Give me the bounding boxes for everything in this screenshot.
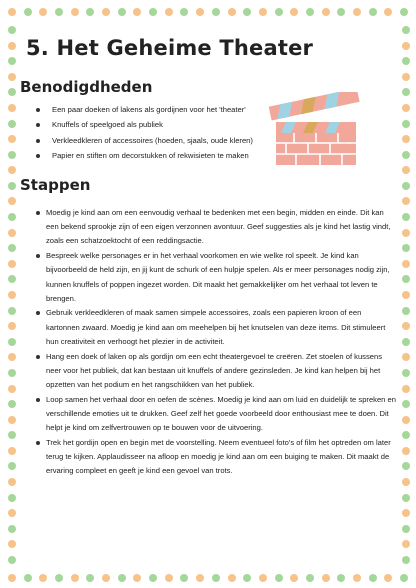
border-dot xyxy=(402,88,410,96)
border-dot xyxy=(402,166,410,174)
border-dot xyxy=(402,353,410,361)
border-dot xyxy=(8,197,16,205)
border-dot xyxy=(402,151,410,159)
step-item: Hang een doek of laken op als gordijn om een echt theatergevoel te creëren. Zet stoelen of kussens neer voor het publiek, dat kan bestaan uit knuffels of andere gezinsleden. Je kind kan helpen bij het opzetten van het podium en het rangschikken van het publiek. xyxy=(36,350,396,393)
border-dot xyxy=(86,574,94,582)
border-dot xyxy=(402,182,410,190)
border-dot xyxy=(259,8,267,16)
border-dots-bottom xyxy=(0,572,416,584)
border-dot xyxy=(118,8,126,16)
border-dot xyxy=(118,574,126,582)
border-dot xyxy=(275,8,283,16)
border-dot xyxy=(402,26,410,34)
border-dot xyxy=(402,307,410,315)
step-item: Loop samen het verhaal door en oefen de scènes. Moedig je kind aan om luid en duidelijk te spreken en verschillende emoties uit te drukken. Geef zelf het goede voorbeeld door enthousiast mee te doen. Dit helpt je kind om zelfvertrouwen op te bouwen voor de uitvoering. xyxy=(36,393,396,436)
border-dot xyxy=(353,8,361,16)
border-dot xyxy=(8,525,16,533)
border-dot xyxy=(402,447,410,455)
border-dots-left xyxy=(6,0,18,588)
border-dot xyxy=(55,8,63,16)
border-dot xyxy=(8,291,16,299)
materials-item: Een paar doeken of lakens als gordijnen voor het 'theater' xyxy=(36,102,266,117)
border-dot xyxy=(228,574,236,582)
border-dot xyxy=(8,353,16,361)
border-dot xyxy=(402,540,410,548)
border-dot xyxy=(8,478,16,486)
border-dot xyxy=(8,104,16,112)
border-dot xyxy=(8,213,16,221)
materials-item: Knuffels of speelgoed als publiek xyxy=(36,117,266,132)
border-dot xyxy=(8,151,16,159)
border-dot xyxy=(402,525,410,533)
materials-heading: Benodigdheden xyxy=(20,78,153,96)
border-dot xyxy=(180,8,188,16)
border-dot xyxy=(402,338,410,346)
border-dot xyxy=(8,416,16,424)
border-dot xyxy=(149,574,157,582)
border-dot xyxy=(402,291,410,299)
border-dot xyxy=(180,574,188,582)
border-dot xyxy=(402,104,410,112)
border-dot xyxy=(402,509,410,517)
border-dot xyxy=(8,26,16,34)
border-dot xyxy=(306,574,314,582)
border-dot xyxy=(8,229,16,237)
border-dot xyxy=(165,8,173,16)
border-dot xyxy=(337,574,345,582)
border-dot xyxy=(402,57,410,65)
border-dot xyxy=(290,574,298,582)
steps-heading: Stappen xyxy=(20,176,91,194)
border-dot xyxy=(86,8,94,16)
border-dot xyxy=(290,8,298,16)
border-dot xyxy=(8,556,16,564)
border-dot xyxy=(402,385,410,393)
border-dot xyxy=(8,369,16,377)
border-dot xyxy=(402,120,410,128)
border-dot xyxy=(24,8,32,16)
border-dot xyxy=(8,462,16,470)
border-dot xyxy=(8,307,16,315)
border-dot xyxy=(322,574,330,582)
steps-list xyxy=(36,206,396,479)
border-dot xyxy=(402,244,410,252)
border-dot xyxy=(353,574,361,582)
border-dot xyxy=(8,385,16,393)
border-dot xyxy=(243,8,251,16)
border-dot xyxy=(196,574,204,582)
border-dot xyxy=(8,120,16,128)
page-content xyxy=(20,36,396,476)
border-dot xyxy=(228,8,236,16)
border-dot xyxy=(402,369,410,377)
border-dot xyxy=(8,166,16,174)
border-dot xyxy=(24,574,32,582)
border-dots-right xyxy=(400,0,412,588)
border-dot xyxy=(8,42,16,50)
border-dot xyxy=(259,574,267,582)
border-dot xyxy=(8,57,16,65)
border-dot xyxy=(402,416,410,424)
border-dot xyxy=(384,8,392,16)
border-dot xyxy=(102,8,110,16)
border-dot xyxy=(8,73,16,81)
border-dot xyxy=(402,478,410,486)
step-item: Gebruik verkleedkleren of maak samen simpele accessoires, zoals een papieren kroon of een kartonnen zwaard. Moedig je kind aan om meehelpen bij het knutselen van deze items. Dit stimuleert hun creativiteit en verhoogt het plezier in de activiteit. xyxy=(36,306,396,349)
border-dot xyxy=(8,260,16,268)
border-dot xyxy=(39,574,47,582)
materials-list xyxy=(36,102,266,164)
border-dot xyxy=(8,431,16,439)
border-dot xyxy=(243,574,251,582)
border-dot xyxy=(71,8,79,16)
border-dot xyxy=(384,574,392,582)
border-dot xyxy=(402,42,410,50)
border-dot xyxy=(402,556,410,564)
border-dots-top xyxy=(0,6,416,18)
border-dot xyxy=(306,8,314,16)
step-item: Trek het gordijn open en begin met de voorstelling. Neem eventueel foto's of film het optreden om later terug te kijken. Applaudisseer na afloop en moedig je kind aan om een buiging te maken. Dit maakt de ervaring compleet en geeft je kind een gevoel van trots. xyxy=(36,436,396,479)
border-dot xyxy=(212,8,220,16)
border-dot xyxy=(275,574,283,582)
border-dot xyxy=(8,182,16,190)
border-dot xyxy=(402,431,410,439)
border-dot xyxy=(8,135,16,143)
border-dot xyxy=(402,462,410,470)
border-dot xyxy=(8,275,16,283)
border-dot xyxy=(402,213,410,221)
border-dot xyxy=(8,509,16,517)
border-dot xyxy=(369,574,377,582)
border-dot xyxy=(8,447,16,455)
border-dot xyxy=(39,8,47,16)
border-dot xyxy=(8,400,16,408)
border-dot xyxy=(8,494,16,502)
border-dot xyxy=(402,197,410,205)
border-dot xyxy=(337,8,345,16)
border-dot xyxy=(196,8,204,16)
border-dot xyxy=(133,8,141,16)
border-dot xyxy=(149,8,157,16)
border-dot xyxy=(402,260,410,268)
border-dot xyxy=(402,275,410,283)
border-dot xyxy=(8,322,16,330)
step-item: Bespreek welke personages er in het verhaal voorkomen en wie welke rol speelt. Je kind kan bijvoorbeeld de held zijn, en jij kunt de schurk of een hulpje spelen. Als er meer personages nodig zijn, kunnen knuffels of poppen ingezet worden. Dit maakt het gemakkelijker om het verhaal tot leven te brengen. xyxy=(36,249,396,306)
border-dot xyxy=(212,574,220,582)
materials-item: Papier en stiften om decorstukken of rekwisieten te maken xyxy=(36,148,266,163)
materials-item: Verkleedkleren of accessoires (hoeden, sjaals, oude kleren) xyxy=(36,133,266,148)
border-dot xyxy=(102,574,110,582)
border-dot xyxy=(165,574,173,582)
border-dot xyxy=(8,338,16,346)
border-dot xyxy=(369,8,377,16)
border-dot xyxy=(402,322,410,330)
border-dot xyxy=(133,574,141,582)
border-dot xyxy=(402,229,410,237)
border-dot xyxy=(402,135,410,143)
border-dot xyxy=(55,574,63,582)
page-title: 5. Het Geheime Theater xyxy=(26,36,314,60)
border-dot xyxy=(402,400,410,408)
step-item: Moedig je kind aan om een eenvoudig verhaal te bedenken met een begin, midden en einde. Dit kan een bekend sprookje zijn of een eigen verzonnen avontuur. Geef suggesties als je kind het lastig vindt, zoals een schatzoektocht of een reddingsactie. xyxy=(36,206,396,249)
border-dot xyxy=(402,73,410,81)
clapperboard-icon xyxy=(264,92,374,172)
border-dot xyxy=(8,88,16,96)
border-dot xyxy=(402,494,410,502)
border-dot xyxy=(71,574,79,582)
border-dot xyxy=(322,8,330,16)
border-dot xyxy=(8,540,16,548)
border-dot xyxy=(8,244,16,252)
